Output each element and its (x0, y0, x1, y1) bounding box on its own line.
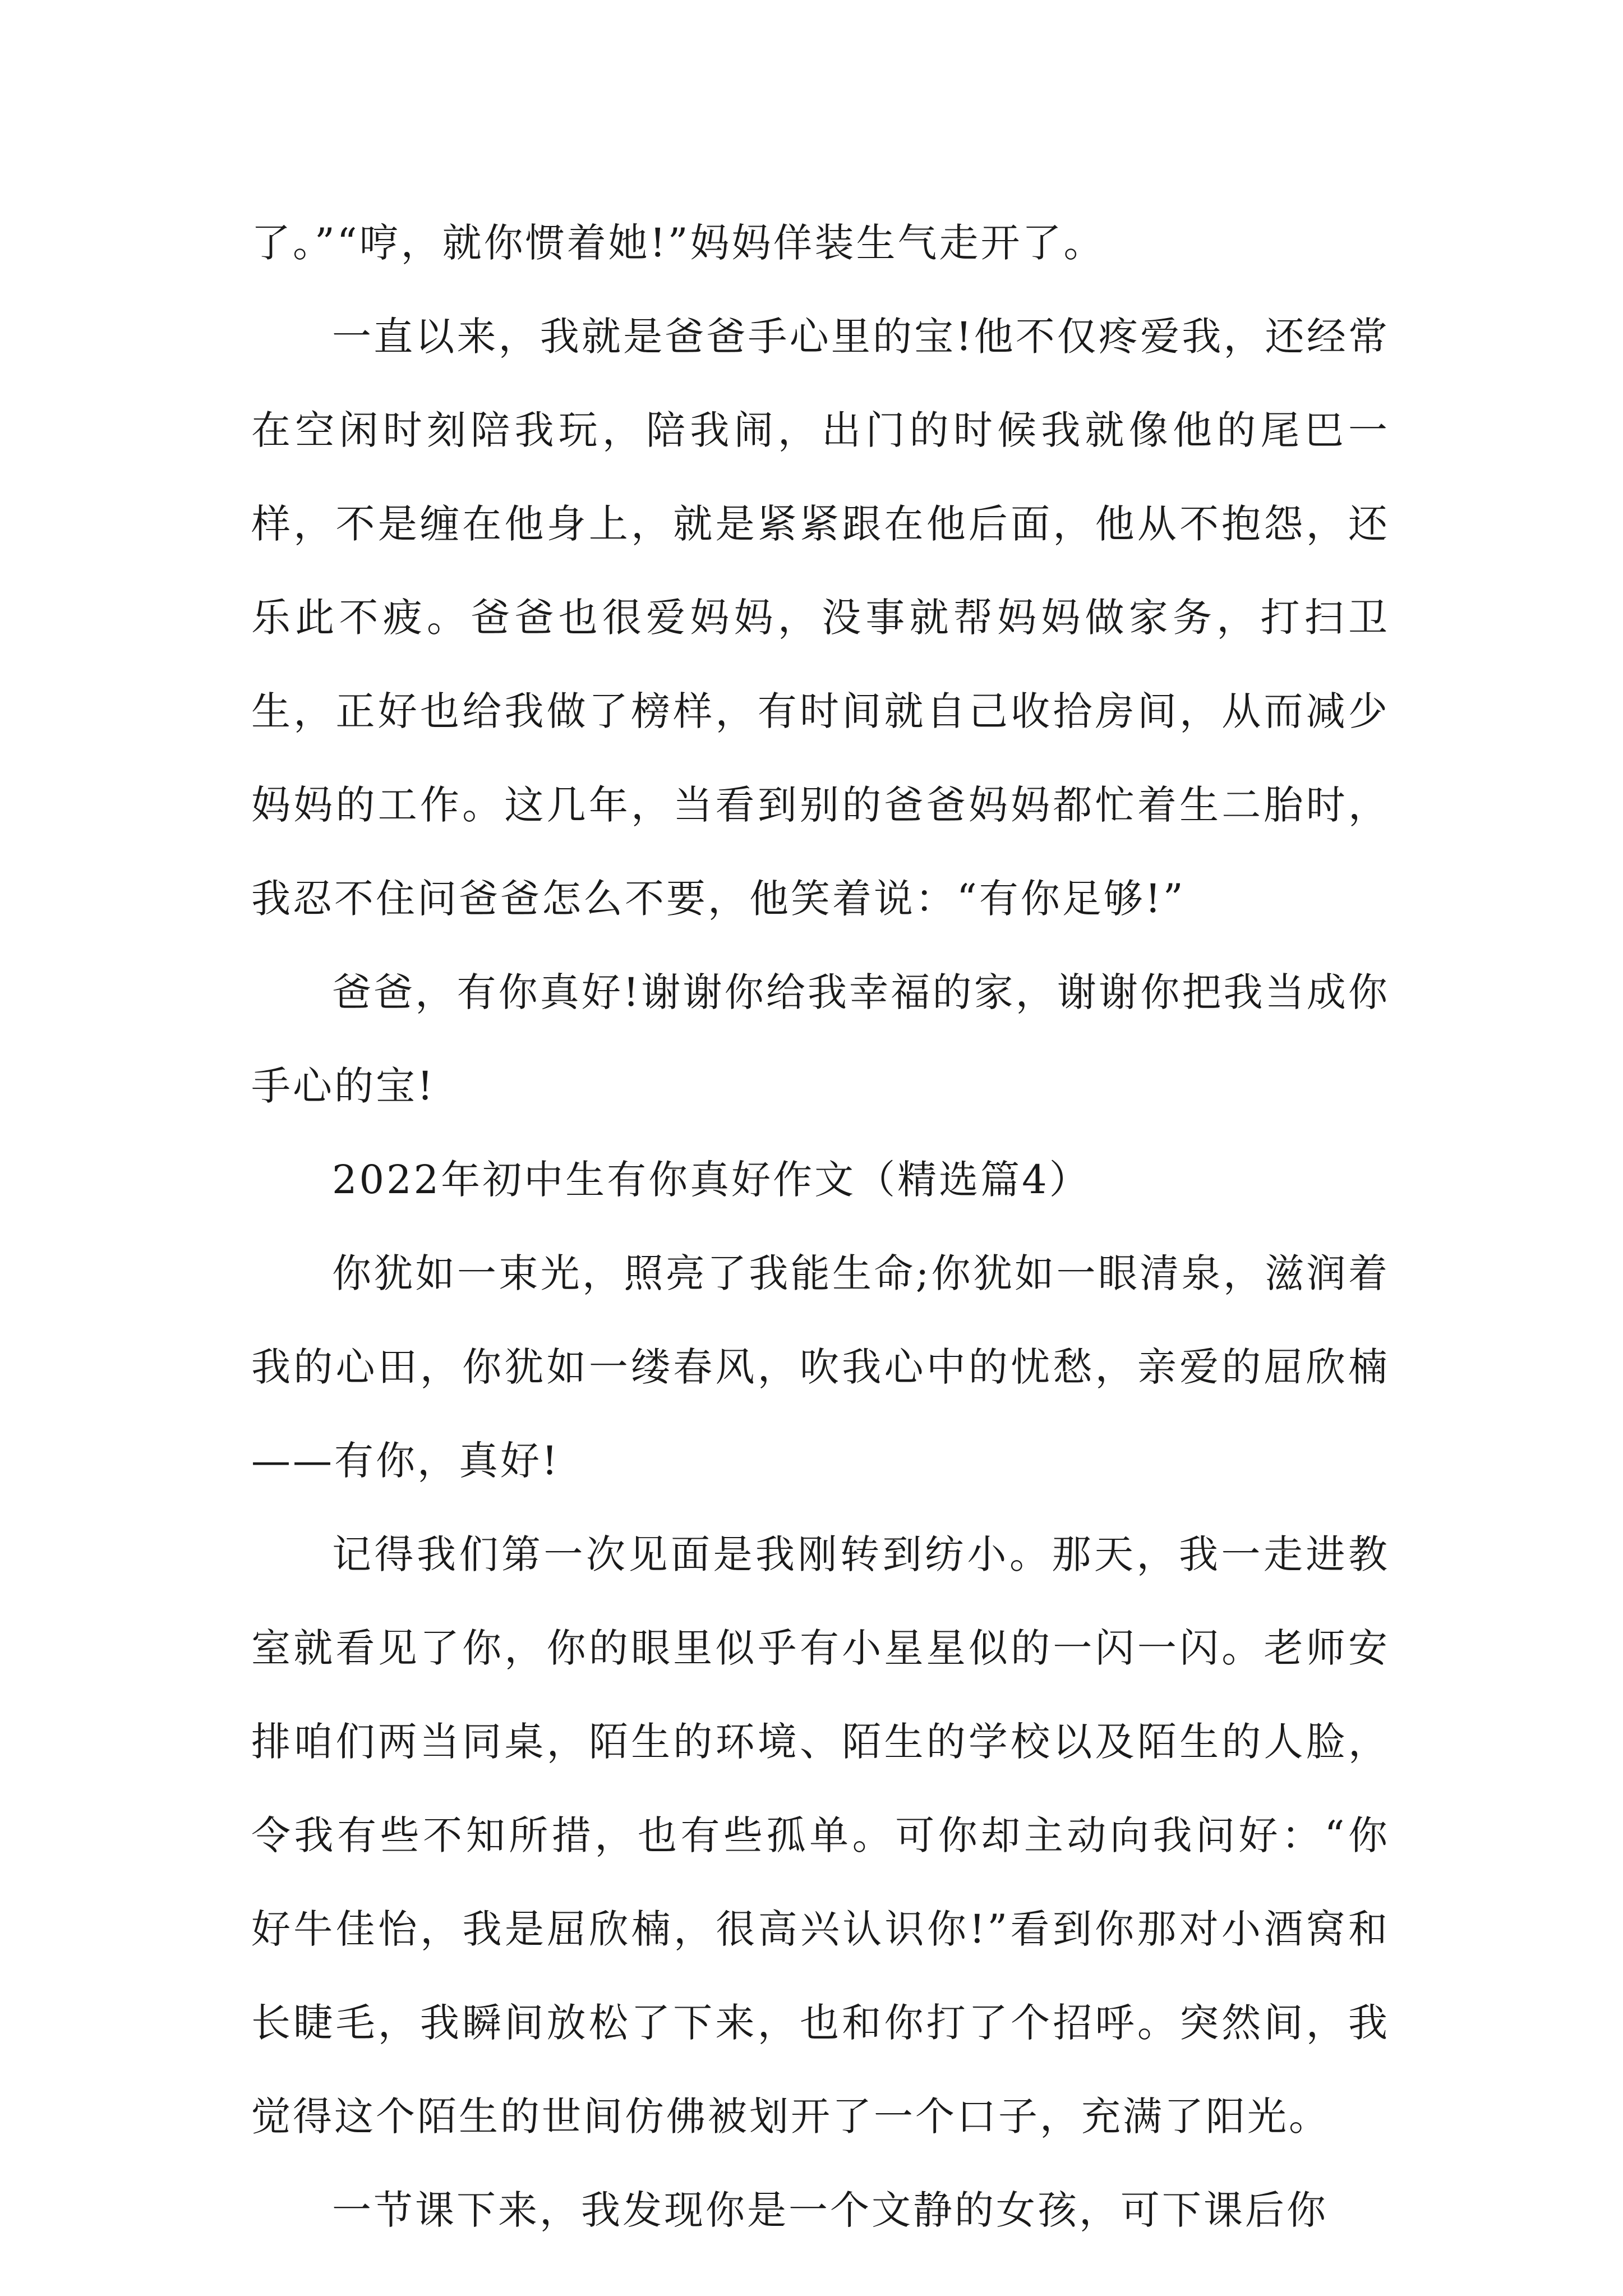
document-body (251, 196, 1390, 2257)
paragraph: 记得我们第一次见面是我刚转到纺小。那天，我一走进教室就看见了你，你的眼里似乎有小星星似的一闪一闪。老师安排咱们两当同桌，陌生的环境、陌生的学校以及陌生的人脸，令我有些不知所措，也有些孤单。可你却主动向我问好：“你好牛佳怡，我是屈欣楠，很高兴认识你!”看到你那对小酒窝和长睫毛，我瞬间放松了下来，也和你打了个招呼。突然间，我觉得这个陌生的世间仿佛被划开了一个口子，充满了阳光。 (251, 1531, 1390, 2139)
paragraph: 了。”“哼，就你惯着她!”妈妈佯装生气走开了。 (251, 220, 1105, 266)
section-heading: 2022年初中生有你真好作文（精选篇4） (332, 1157, 1091, 1203)
paragraph: 一直以来，我就是爸爸手心里的宝!他不仅疼爱我，还经常在空闲时刻陪我玩，陪我闹，出门的时候我就像他的尾巴一样，不是缠在他身上，就是紧紧跟在他后面，他从不抱怨，还乐此不疲。爸爸也很爱妈妈，没事就帮妈妈做家务，打扫卫生，正好也给我做了榜样，有时间就自己收拾房间，从而减少妈妈的工作。这几年，当看到别的爸爸妈妈都忙着生二胎时，我忍不住问爸爸怎么不要，他笑着说：“有你足够!” (251, 314, 1390, 922)
paragraph: 爸爸，有你真好!谢谢你给我幸福的家，谢谢你把我当成你手心的宝! (251, 969, 1390, 1109)
paragraph: 一节课下来，我发现你是一个文静的女孩，可下课后你 (332, 2187, 1328, 2233)
paragraph: 你犹如一束光，照亮了我能生命;你犹如一眼清泉，滋润着我的心田，你犹如一缕春风，吹我心中的忧愁，亲爱的屈欣楠——有你，真好! (251, 1250, 1390, 1484)
